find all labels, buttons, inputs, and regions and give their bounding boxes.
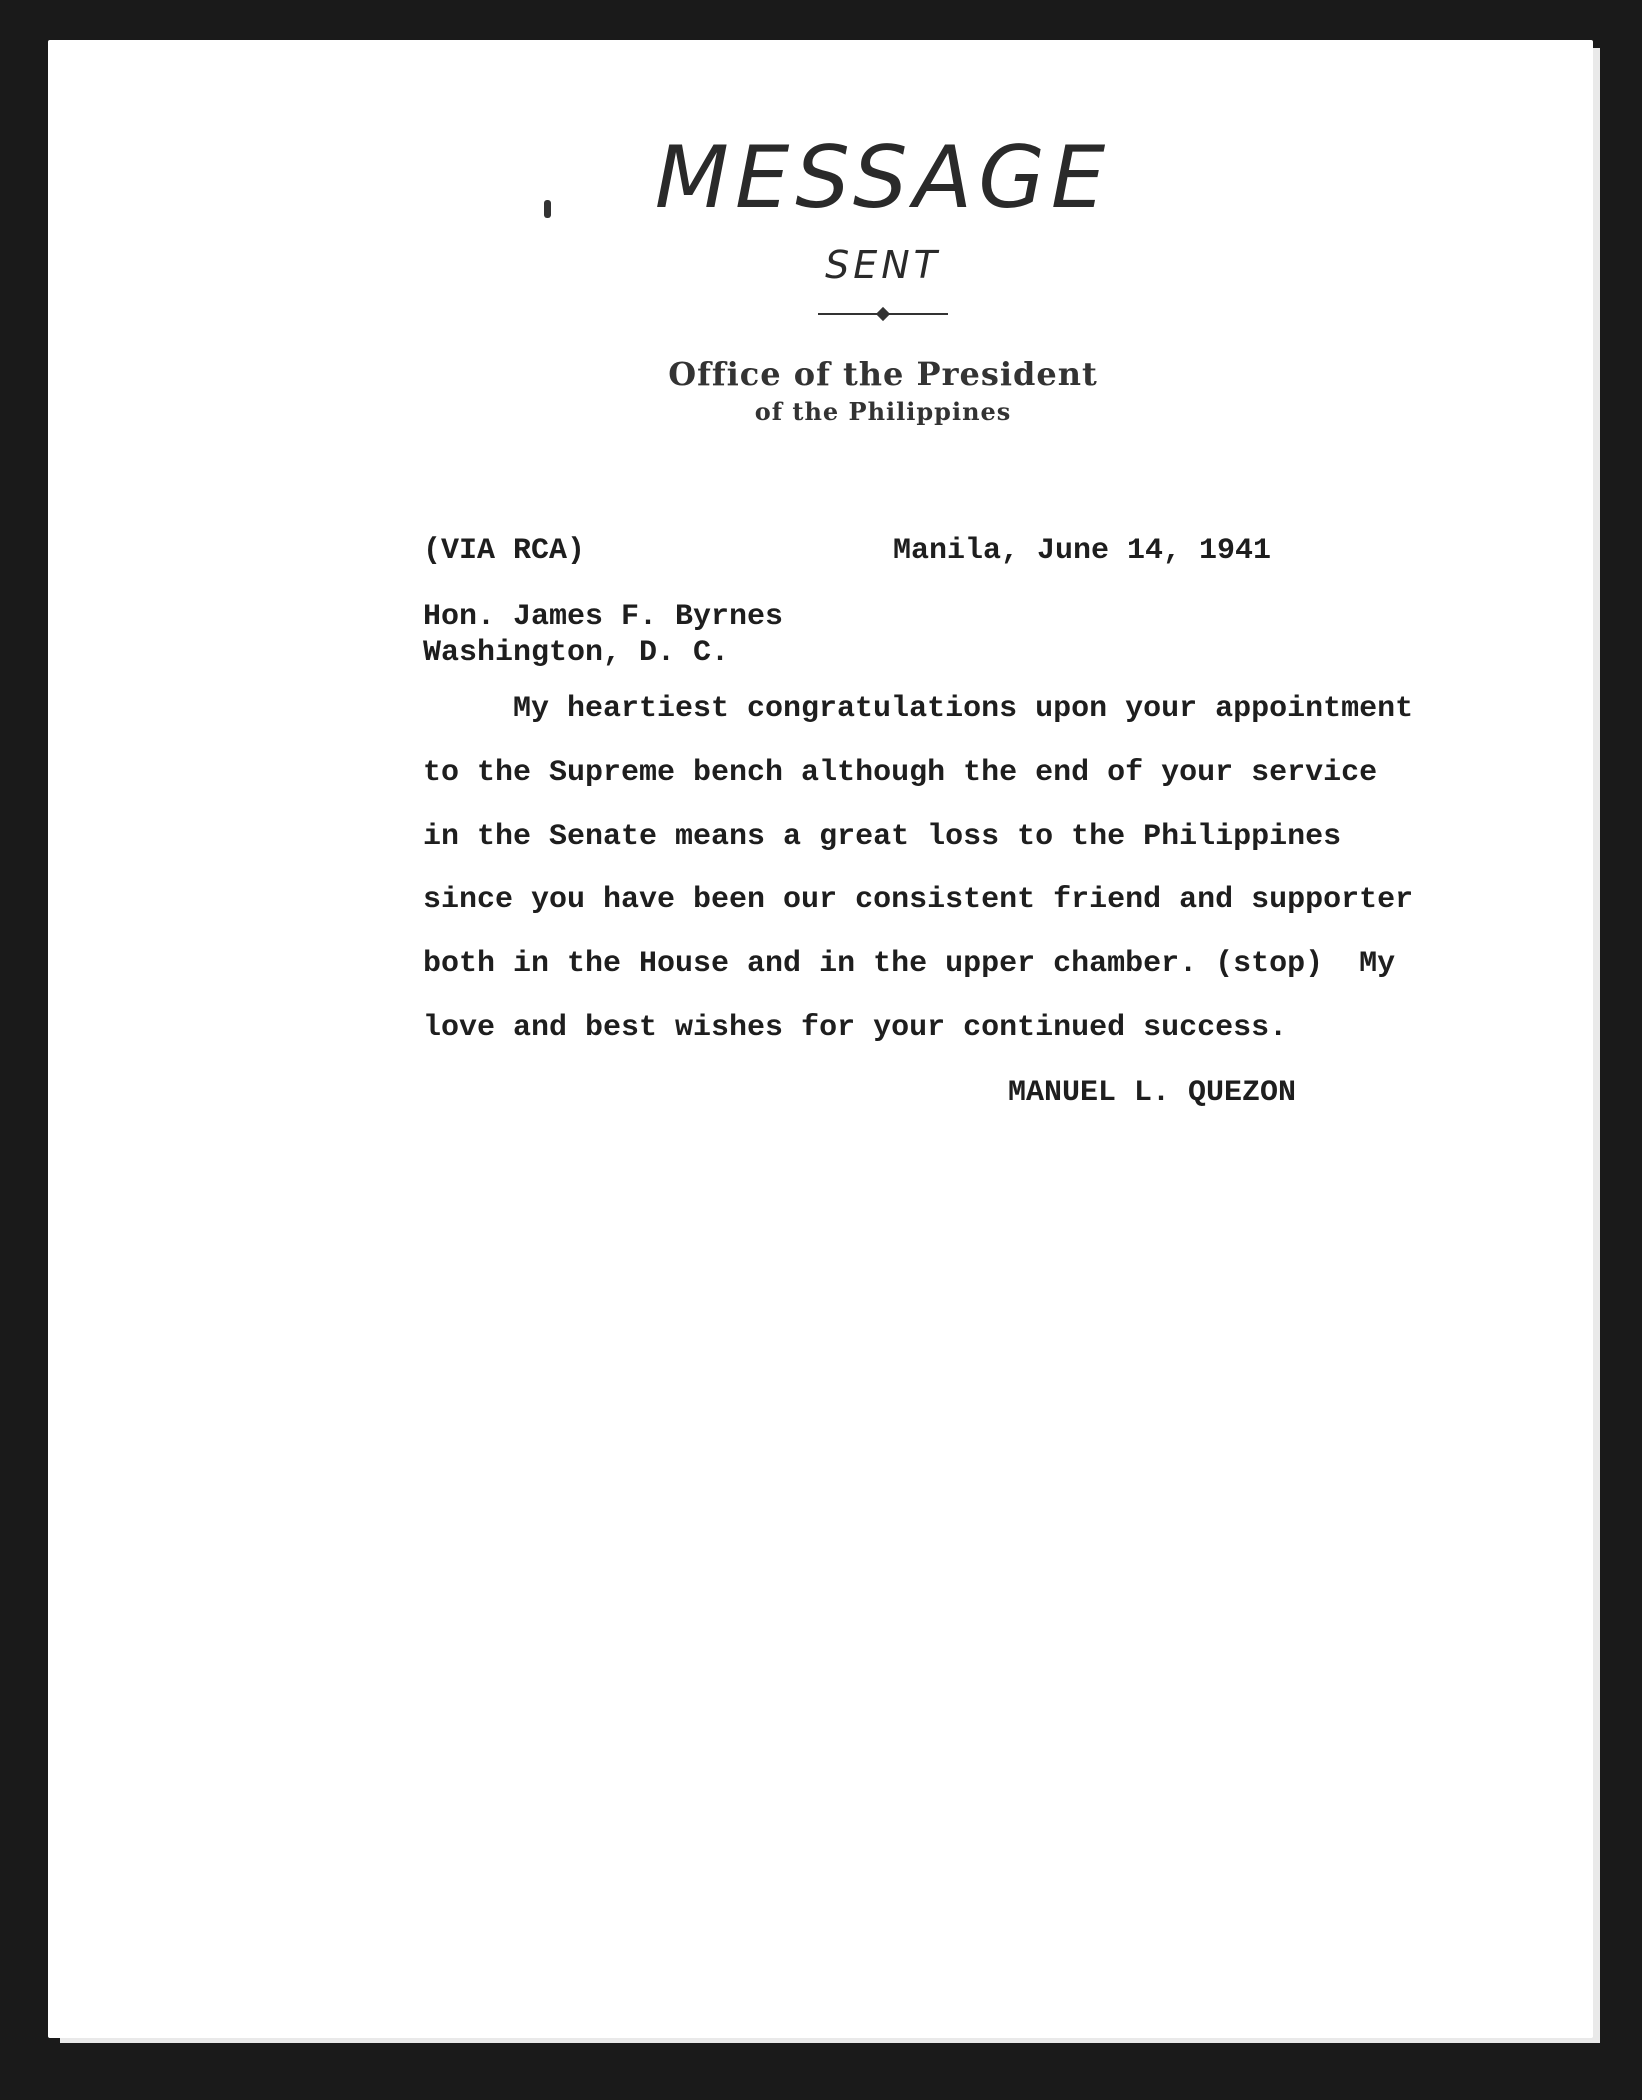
message-title: MESSAGE xyxy=(654,128,1112,228)
body-line: to the Supreme bench although the end of your service xyxy=(423,756,1378,790)
body-line: My heartiest congratulations upon your appointment xyxy=(513,692,1414,726)
body-line: love and best wishes for your continued success. xyxy=(423,1011,1288,1045)
body-line: in the Senate means a great loss to the Philippines xyxy=(423,820,1342,854)
ornament-divider xyxy=(818,309,948,319)
office-line-1: Office of the President xyxy=(668,355,1098,393)
body-line: since you have been our consistent friend and supporter xyxy=(423,883,1414,917)
office-line-2: of the Philippines xyxy=(754,397,1012,426)
addressee-name: Hon. James F. Byrnes xyxy=(423,600,784,634)
signature: MANUEL L. QUEZON xyxy=(1008,1076,1297,1110)
letterhead xyxy=(488,128,1278,426)
message-subtitle: SENT xyxy=(825,243,941,287)
addressee-location: Washington, D. C. xyxy=(423,636,730,670)
body-line: both in the House and in the upper chamber. (stop) My xyxy=(423,947,1396,981)
routing-label: (VIA RCA) xyxy=(423,534,586,568)
dateline: Manila, June 14, 1941 xyxy=(893,534,1272,568)
document-page xyxy=(48,40,1593,2038)
